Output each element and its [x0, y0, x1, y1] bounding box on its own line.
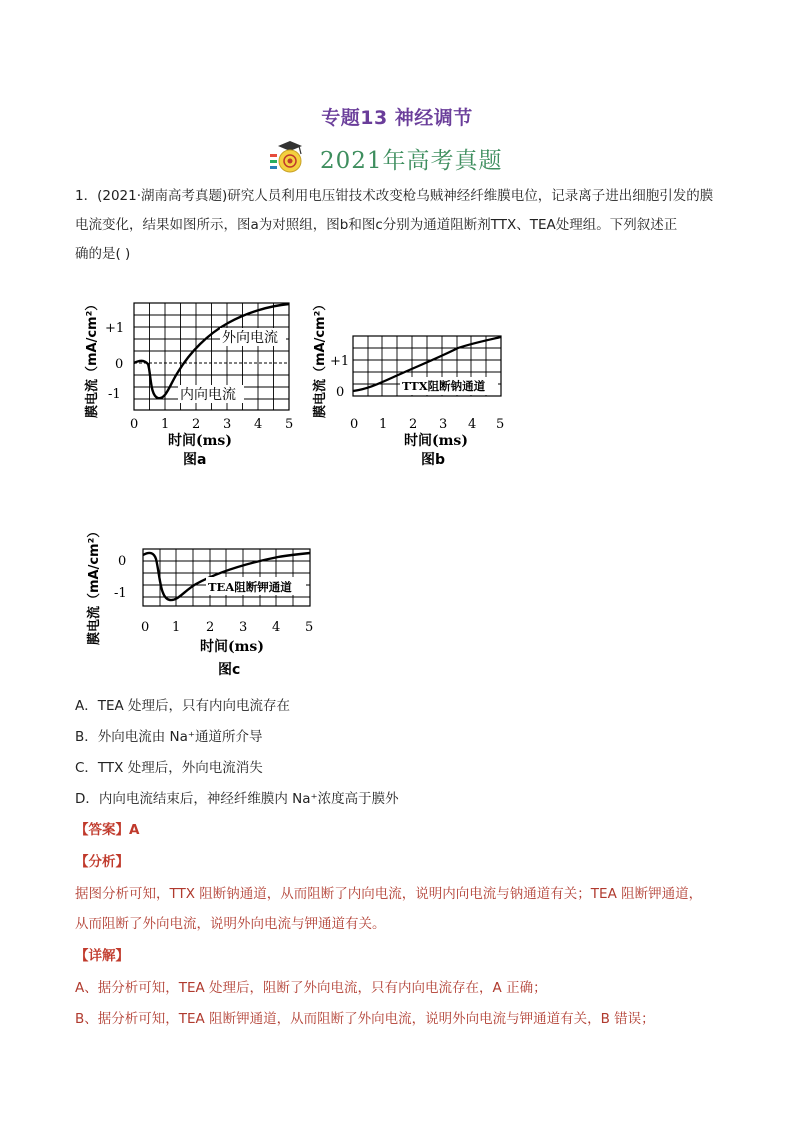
answer-line	[75, 818, 139, 838]
figure-caption: 图b	[421, 452, 446, 468]
x-tick-label: 5	[496, 417, 505, 432]
analysis-tag: 【分析】	[75, 854, 129, 870]
page-title: 专题13 神经调节	[321, 107, 473, 129]
detail-line: B、据分析可知，TEA 阻断钾通道，从而阻断了外向电流，说明外向电流与钾通道有关，B 错误；	[75, 1011, 655, 1027]
x-axis-label: 时间(ms)	[404, 433, 468, 449]
section-subtitle: 2021年高考真题	[320, 147, 503, 174]
figure-b	[308, 288, 508, 473]
x-tick-label: 5	[305, 620, 314, 635]
question-line: 1．(2021·湖南高考真题)研究人员利用电压钳技术改变枪乌贼神经纤维膜电位，记录离子进出细胞引发的膜	[75, 188, 714, 204]
y-tick-label: 0	[115, 357, 124, 372]
option-b: B．外向电流由 Na⁺通道所介导	[75, 729, 263, 745]
detail-line: A、据分析可知，TEA 处理后，阻断了外向电流，只有内向电流存在，A 正确；	[75, 980, 547, 996]
detail-tag: 【详解】	[75, 948, 129, 964]
answer-value: A	[129, 822, 140, 838]
x-tick-label: 4	[254, 417, 263, 432]
figure-a	[78, 288, 303, 473]
x-tick-label: 3	[239, 620, 248, 635]
x-tick-label: 0	[350, 417, 359, 432]
question-line: 确的是( )	[75, 246, 131, 262]
analysis-line: 从而阻断了外向电流，说明外向电流与钾通道有关。	[75, 916, 386, 932]
x-tick-label: 2	[192, 417, 201, 432]
y-tick-label: +1	[330, 354, 350, 369]
figure-caption: 图a	[183, 452, 207, 468]
y-tick-label: -1	[114, 586, 127, 601]
x-axis-label: 时间(ms)	[168, 433, 232, 449]
subtitle-row	[268, 138, 503, 178]
analysis-line: 据图分析可知，TTX 阻断钠通道，从而阻断了内向电流，说明内向电流与钠通道有关；TEA 阻断钾通道，	[75, 886, 703, 902]
option-d: D．内向电流结束后，神经纤维膜内 Na⁺浓度高于膜外	[75, 791, 399, 807]
x-tick-label: 4	[468, 417, 477, 432]
x-tick-label: 2	[409, 417, 418, 432]
x-tick-label: 3	[223, 417, 232, 432]
y-tick-label: 0	[336, 385, 345, 400]
inward-current-label: 内向电流	[180, 387, 236, 403]
figure-caption: 图c	[218, 662, 241, 678]
x-tick-label: 0	[141, 620, 150, 635]
x-tick-label: 1	[161, 417, 170, 432]
y-tick-label: +1	[105, 321, 125, 336]
x-tick-label: 3	[439, 417, 448, 432]
question-line: 电流变化，结果如图所示，图a为对照组，图b和图c分别为通道阻断剂TTX、TEA处理组。下列叙述正	[75, 217, 678, 233]
option-c: C．TTX 处理后，外向电流消失	[75, 760, 263, 776]
answer-tag: 【答案】	[75, 822, 129, 838]
outward-current-label: 外向电流	[222, 330, 278, 346]
y-axis-label: 膜电流（mA/cm²）	[313, 297, 328, 418]
y-axis-label: 膜电流（mA/cm²）	[85, 297, 100, 418]
tea-label: TEA阻断钾通道	[208, 580, 292, 594]
y-axis-label: 膜电流（mA/cm²）	[87, 524, 102, 645]
x-tick-label: 5	[285, 417, 294, 432]
x-axis-label: 时间(ms)	[200, 639, 264, 655]
y-tick-label: 0	[118, 554, 127, 569]
option-a: A．TEA 处理后，只有内向电流存在	[75, 698, 291, 714]
x-tick-label: 2	[206, 620, 215, 635]
mascot-logo-icon	[268, 140, 312, 176]
ttx-label: TTX阻断钠通道	[402, 379, 486, 393]
question-stem	[75, 182, 725, 269]
y-tick-label: -1	[108, 387, 121, 402]
figure-c	[78, 505, 323, 685]
x-tick-label: 1	[172, 620, 181, 635]
x-tick-label: 4	[272, 620, 281, 635]
x-tick-label: 1	[379, 417, 388, 432]
x-tick-label: 0	[130, 417, 139, 432]
